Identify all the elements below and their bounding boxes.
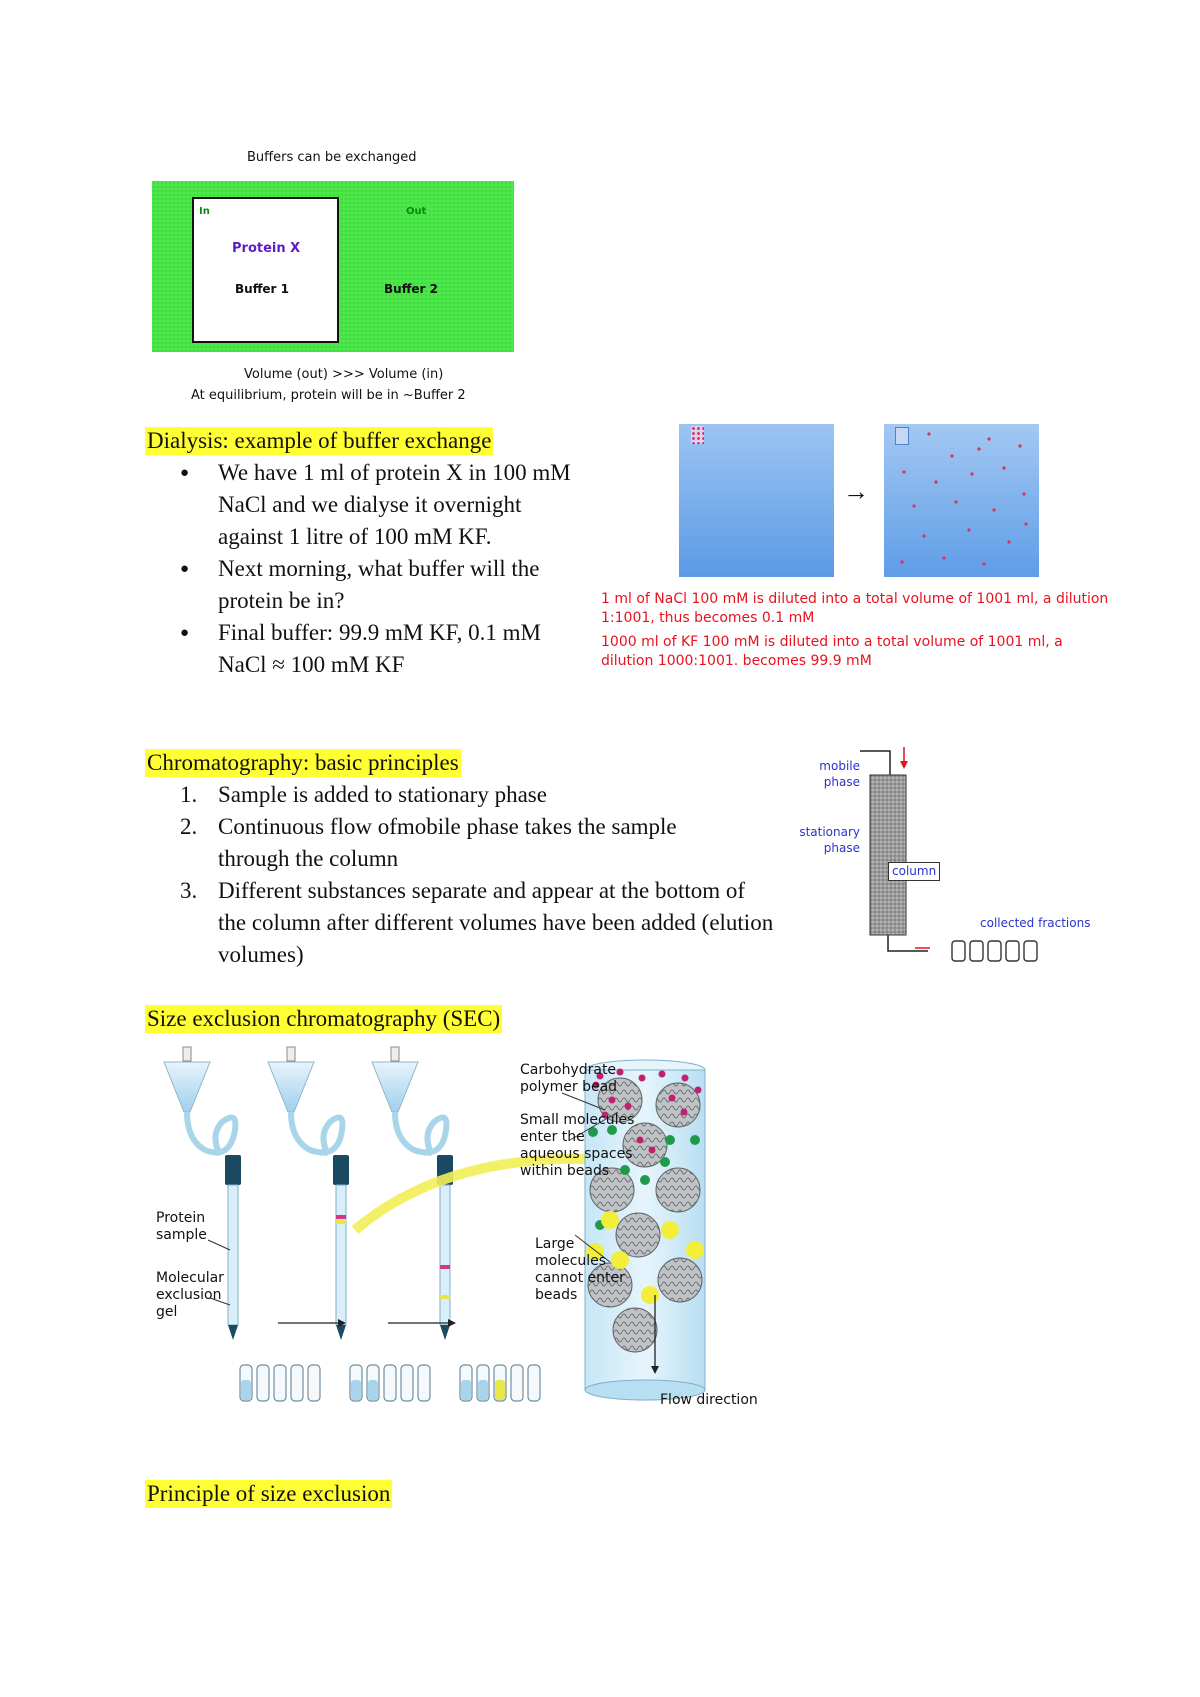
dialysis-bag bbox=[192, 197, 339, 343]
chromatography-step bbox=[146, 875, 778, 971]
mobile-phase-label: mobile phase bbox=[819, 759, 860, 789]
dialysis-bullet-list bbox=[146, 457, 586, 681]
principle-heading: Principle of size exclusion bbox=[147, 1481, 391, 1506]
buffer-figure-title: Buffers can be exchanged bbox=[247, 150, 417, 165]
step-number: 3. bbox=[180, 878, 198, 903]
dialysis-bullet: ● Final buffer: 99.9 mM KF, 0.1 mM NaCl ≈ 100 mM KF bbox=[146, 617, 558, 681]
buffer-caption-line1: Volume (out) >>> Volume (in) bbox=[244, 367, 444, 382]
funnel-column-2 bbox=[268, 1047, 349, 1340]
buffer2-label: Buffer 2 bbox=[384, 282, 438, 296]
step-number: 2. bbox=[180, 814, 198, 839]
protein-sample-label: Protein sample bbox=[156, 1210, 207, 1243]
small-molecules-label: Small molecules enter the aqueous spaces within beads bbox=[520, 1112, 635, 1179]
step-text: Continuous flow ofmobile phase takes the sample through the column bbox=[218, 814, 677, 871]
bead-label: Carbohydrate polymer bead bbox=[520, 1062, 618, 1095]
chromatography-step-list bbox=[146, 779, 776, 971]
sec-diagram bbox=[150, 1040, 770, 1440]
chromatography-heading: Chromatography: basic principles bbox=[147, 750, 459, 775]
sec-heading: Size exclusion chromatography (SEC) bbox=[147, 1006, 501, 1031]
step-text: Sample is added to stationary phase bbox=[218, 782, 547, 807]
in-label: In bbox=[199, 206, 210, 217]
chromatography-step bbox=[146, 811, 718, 875]
dilution-note-nacl: 1 ml of NaCl 100 mM is diluted into a total volume of 1001 ml, a dilution 1:1001, thus becomes 0.1 mM bbox=[601, 591, 1109, 626]
chromatography-column bbox=[860, 745, 1070, 975]
collected-fractions-label: collected fractions bbox=[980, 916, 1091, 930]
out-label: Out bbox=[406, 206, 427, 217]
step-number: 1. bbox=[180, 782, 198, 807]
column-label: column bbox=[888, 862, 940, 881]
protein-x-label: Protein X bbox=[232, 241, 301, 256]
stationary-phase-label: stationary phase bbox=[799, 825, 860, 855]
dialysis-arrow: → bbox=[843, 477, 869, 506]
dispersed-ions bbox=[884, 424, 1039, 577]
bag-before bbox=[691, 426, 704, 444]
chromatography-step bbox=[146, 779, 776, 811]
beaker-before bbox=[679, 424, 834, 577]
buffer-caption-line2: At equilibrium, protein will be in ~Buffer 2 bbox=[191, 388, 466, 403]
dialysis-heading: Dialysis: example of buffer exchange bbox=[147, 428, 492, 453]
dialysis-bullet: ● We have 1 ml of protein X in 100 mM NaCl and we dialyse it overnight against 1 litre of 100 mM KF. bbox=[146, 457, 586, 553]
large-molecules-label: Large molecules cannot enter beads bbox=[535, 1236, 625, 1303]
beaker-after bbox=[884, 424, 1039, 577]
flow-direction-label: Flow direction bbox=[660, 1392, 758, 1408]
buffer1-label: Buffer 1 bbox=[235, 282, 289, 296]
dialysis-bullet: ● Next morning, what buffer will the protein be in? bbox=[146, 553, 558, 617]
dilution-note-kf: 1000 ml of KF 100 mM is diluted into a total volume of 1001 ml, a dilution 1000:1001. becomes 99.9 mM bbox=[601, 634, 1063, 669]
step-text: Different substances separate and appear at the bottom of the column after different volumes have been added (elution volumes) bbox=[218, 878, 774, 967]
gel-label: Molecular exclusion gel bbox=[156, 1270, 224, 1320]
buffer-figure-panel bbox=[152, 181, 514, 352]
